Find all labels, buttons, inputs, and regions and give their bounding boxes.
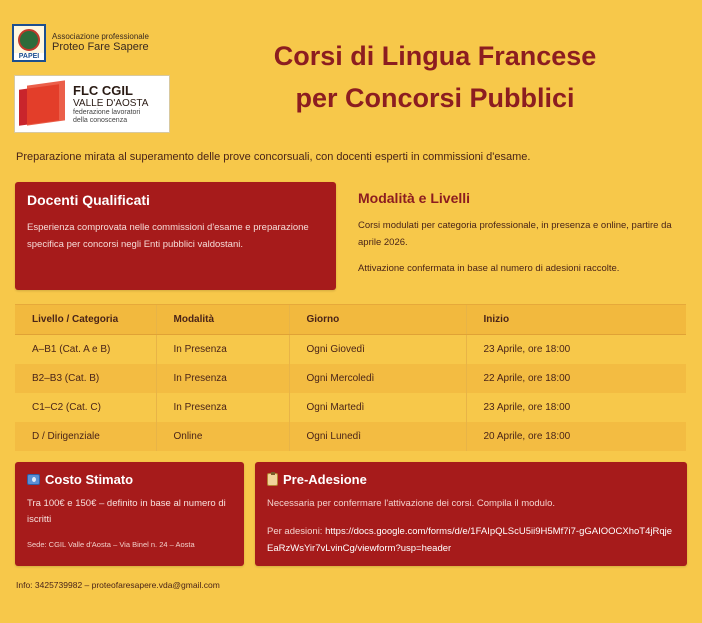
proteo-line1: Associazione professionale [52, 31, 149, 41]
cell-giorno: Ogni Lunedì [289, 422, 466, 451]
flc-text [73, 83, 148, 124]
modalita-text-2: Attivazione confermata in base al numero di adesioni raccolte. [358, 263, 620, 275]
page-title-line1: Corsi di Lingua Francese [273, 41, 597, 71]
flc-line4: della conoscenza [73, 117, 128, 124]
clipboard-icon [267, 473, 278, 486]
docenti-card [15, 182, 336, 290]
docenti-body: Esperienza comprovata nelle commissioni d'esame e preparazione specifica per concorsi negli Enti pubblici valdostani. [27, 222, 309, 250]
cell-modalita: In Presenza [156, 393, 289, 422]
cell-livello: B2–B3 (Cat. B) [15, 364, 156, 393]
money-icon [27, 474, 40, 485]
docenti-title: Docenti Qualificati [27, 192, 150, 208]
proteo-badge: PAPEI [14, 53, 44, 60]
table-row [15, 335, 686, 364]
cell-livello: C1–C2 (Cat. C) [32, 401, 101, 413]
costo-body: Tra 100€ e 150€ – definito in base al numero di iscritti [27, 498, 226, 526]
cell-giorno: Ogni Giovedì [289, 335, 466, 364]
pre-adesione-card [255, 462, 687, 566]
cell-modalita: In Presenza [156, 335, 289, 364]
cell-giorno: Ogni Martedì [289, 393, 466, 422]
flc-cgil-logo [14, 75, 170, 133]
pre-title-row [267, 472, 675, 487]
proteo-emblem [18, 29, 40, 51]
modalita-text-1: Corsi modulati per categoria professionale, in presenza e online, partire da aprile 2026. [358, 220, 672, 248]
costo-title-row [27, 472, 232, 487]
col-header-livello: Livello / Categoria [15, 305, 156, 335]
cell-livello: D / Dirigenziale [15, 422, 156, 451]
col-header-giorno: Giorno [289, 305, 466, 335]
cell-giorno: Ogni Mercoledì [289, 364, 466, 393]
flc-line1: FLC CGIL [73, 83, 133, 99]
table-row [15, 422, 686, 451]
cell-modalita: In Presenza [156, 364, 289, 393]
flc-line3: federazione lavoratori [73, 109, 141, 117]
courses-table [15, 304, 686, 451]
pre-body: Necessaria per confermare l'attivazione dei corsi. Compila il modulo. [267, 498, 555, 509]
flc-flag-icon [19, 81, 67, 127]
cell-inizio: 23 Aprile, ore 18:00 [466, 335, 686, 364]
sede-text: Sede: CGIL Valle d'Aosta – Via Binel n. 24 – Aosta [27, 540, 195, 550]
pre-adesione-link[interactable]: https://docs.google.com/forms/d/e/1FAIpQLScU5ii9H5Mf7i7-gGAIOOCXhoT4jRqjeEaRzWsYir7vLvinCg/viewform?usp=header [267, 526, 672, 554]
page-title-line2: per Concorsi Pubblici [295, 83, 575, 113]
cell-livello: A–B1 (Cat. A e B) [32, 343, 111, 355]
pre-link-label: Per adesioni: [267, 526, 326, 538]
intro-text: Preparazione mirata al superamento delle prove concorsuali, con docenti esperti in commissioni d'esame. [16, 151, 531, 163]
table-row [15, 364, 686, 393]
modalita-section [358, 190, 693, 278]
cell-inizio: 23 Aprile, ore 18:00 [466, 393, 686, 422]
table-header-row [15, 305, 686, 335]
proteo-text [52, 32, 149, 55]
pre-link-line [267, 524, 675, 557]
footer-info: Info: 3425739982 – proteofaresapere.vda@gmail.com [16, 580, 220, 590]
col-header-modalita: Modalità [156, 305, 289, 335]
proteo-logo-icon [12, 24, 46, 62]
col-header-inizio: Inizio [466, 305, 686, 335]
table-row [15, 393, 686, 422]
cell-inizio: 22 Aprile, ore 18:00 [466, 364, 686, 393]
costo-title: Costo Stimato [45, 472, 134, 487]
proteo-line2: Proteo Fare Sapere [52, 41, 149, 54]
modalita-title: Modalità e Livelli [358, 190, 471, 206]
cell-modalita: Online [156, 422, 289, 451]
flc-line2: VALLE D'AOSTA [73, 98, 149, 110]
cell-inizio: 20 Aprile, ore 18:00 [466, 422, 686, 451]
pre-title: Pre-Adesione [283, 472, 367, 487]
costo-card [15, 462, 244, 566]
proteo-logo-block [12, 24, 149, 62]
